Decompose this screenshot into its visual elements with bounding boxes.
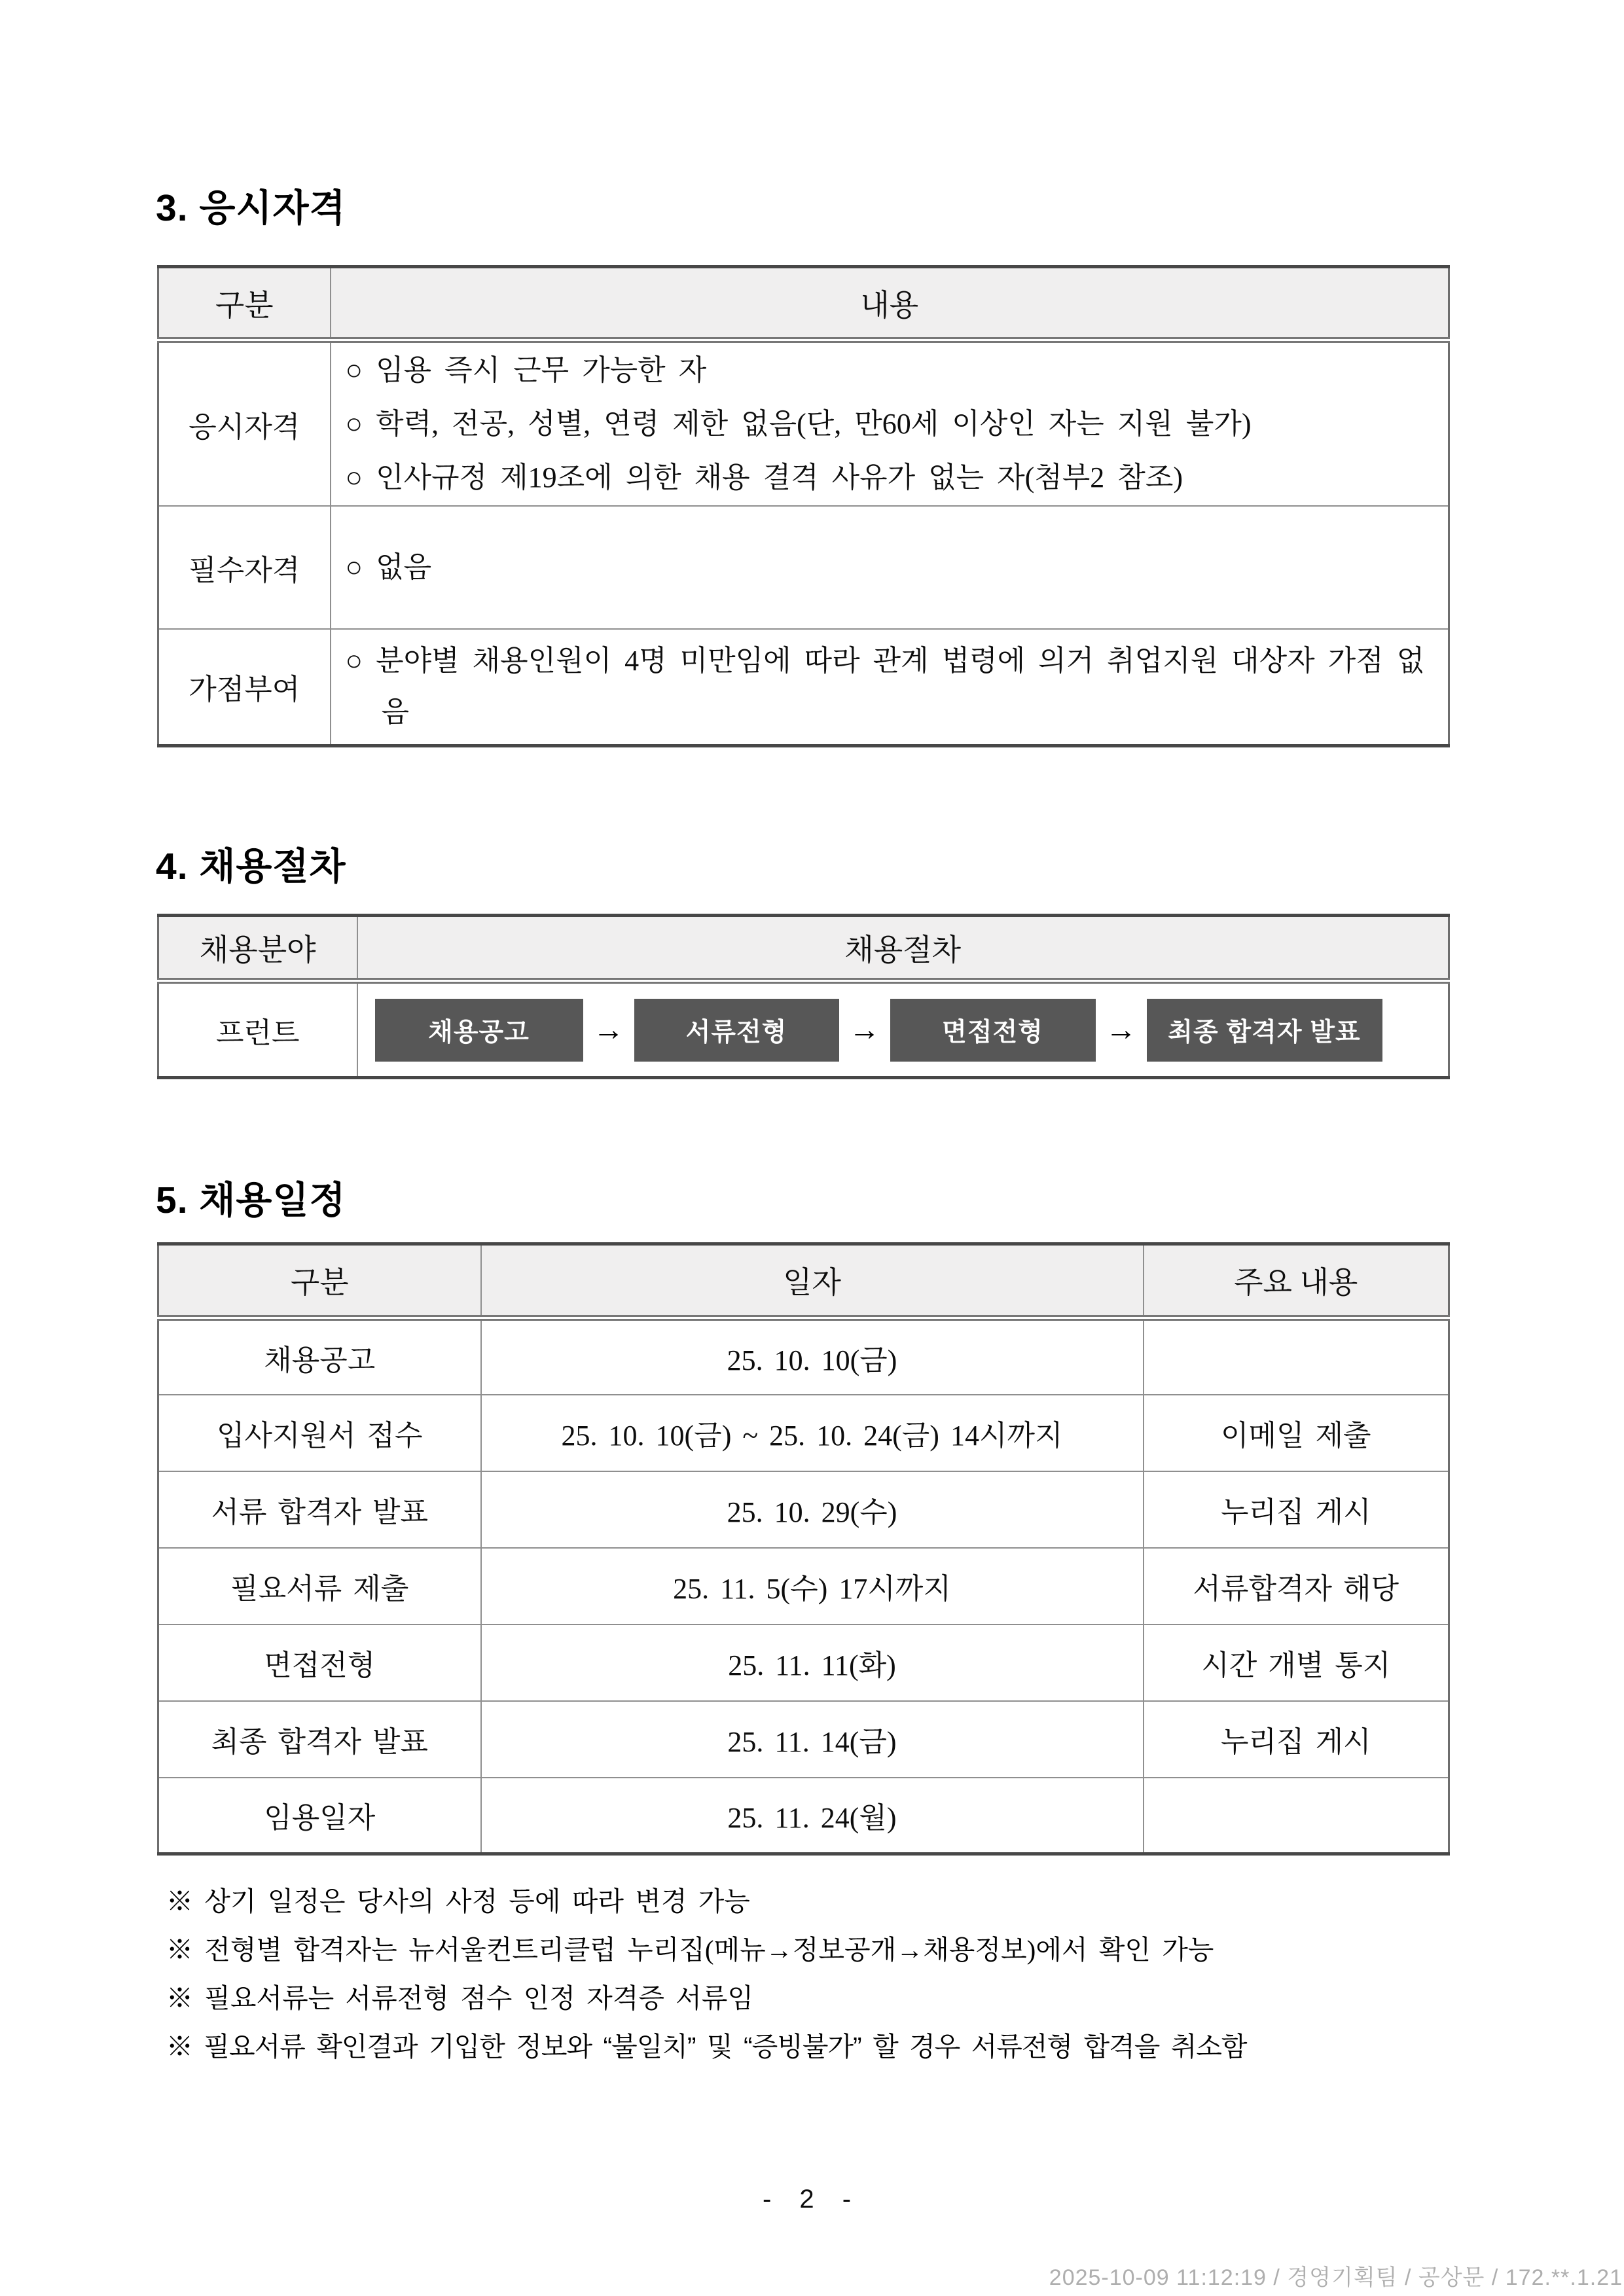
process-flow: [357, 981, 1449, 1078]
qualification-table-header-gubun: 구분: [158, 267, 331, 340]
footnote: ※ 상기 일정은 당사의 사정 등에 따라 변경 가능: [166, 1886, 750, 1916]
footnote: ※ 필요서류는 서류전형 점수 인정 자격증 서류임: [166, 1983, 754, 2013]
section3-title: 3. 응시자격: [156, 187, 346, 229]
schedule-table: [157, 1242, 1450, 1856]
table-row: [158, 1471, 1449, 1548]
process-step: 서류전형: [634, 999, 839, 1062]
bullet-item: ○ 학력, 전공, 성별, 연령 제한 없음(단, 만60세 이상인 자는 지원 불가): [345, 408, 1252, 440]
qualification-table-header-naeyong: 내용: [331, 267, 1449, 340]
page-number: - 2 -: [762, 2185, 862, 2214]
arrow-right-icon: →: [1105, 1013, 1137, 1047]
section5-title: 5. 채용일정: [156, 1179, 346, 1221]
bullet-item: ○ 인사규정 제19조에 의한 채용 결격 사유가 없는 자(첨부2 참조): [345, 461, 1183, 493]
schedule-header-detail: 주요 내용: [1144, 1244, 1449, 1318]
row-content: [331, 506, 1449, 629]
row-label: 필수자격: [158, 506, 331, 629]
table-row: [158, 1701, 1449, 1778]
table-row: [158, 1548, 1449, 1624]
schedule-step: 최종 합격자 발표: [158, 1701, 481, 1778]
row-label: 프런트: [158, 981, 357, 1078]
schedule-date: 25. 10. 10(금): [481, 1318, 1144, 1395]
schedule-detail: 시간 개별 통지: [1144, 1624, 1449, 1701]
process-step: 채용공고: [375, 999, 583, 1062]
schedule-step: 임용일자: [158, 1778, 481, 1854]
table-row: [158, 629, 1449, 745]
schedule-step: 입사지원서 접수: [158, 1395, 481, 1471]
bullet-item: ○ 임용 즉시 근무 가능한 자: [345, 354, 707, 386]
schedule-date: 25. 10. 29(수): [481, 1471, 1144, 1548]
row-label: 가점부여: [158, 629, 331, 745]
schedule-step: 채용공고: [158, 1318, 481, 1395]
schedule-header-date: 일자: [481, 1244, 1144, 1318]
schedule-detail: [1144, 1778, 1449, 1854]
schedule-detail: 누리집 게시: [1144, 1471, 1449, 1548]
arrow-right-icon: →: [592, 1013, 624, 1047]
schedule-date: 25. 11. 14(금): [481, 1701, 1144, 1778]
footnote: ※ 필요서류 확인결과 기입한 정보와 “불일치” 및 “증빙불가” 할 경우 서류전형 합격을 취소함: [166, 2032, 1247, 2062]
row-content: [331, 629, 1449, 745]
table-row: [158, 1395, 1449, 1471]
arrow-right-icon: →: [848, 1013, 880, 1047]
table-row: [158, 1624, 1449, 1701]
table-row: [158, 1318, 1449, 1395]
qualification-table: [157, 265, 1450, 747]
schedule-step: 면접전형: [158, 1624, 481, 1701]
footnotes: [166, 1877, 1528, 2071]
table-row: [158, 506, 1449, 629]
schedule-date: 25. 10. 10(금) ~ 25. 10. 24(금) 14시까지: [481, 1395, 1144, 1471]
row-label: 응시자격: [158, 340, 331, 507]
bullet-item: ○ 없음: [345, 551, 432, 583]
schedule-date: 25. 11. 5(수) 17시까지: [481, 1548, 1144, 1624]
schedule-detail: 누리집 게시: [1144, 1701, 1449, 1778]
table-row: [158, 340, 1449, 507]
process-table-header-field: 채용분야: [158, 916, 357, 981]
footnote: ※ 전형별 합격자는 뉴서울컨트리클럽 누리집(메뉴→정보공개→채용정보)에서 확인 가능: [166, 1935, 1214, 1965]
process-step: 최종 합격자 발표: [1147, 999, 1382, 1062]
section4-title: 4. 채용절차: [156, 846, 346, 888]
schedule-detail: 서류합격자 해당: [1144, 1548, 1449, 1624]
table-row: [158, 981, 1449, 1078]
row-content: [331, 340, 1449, 507]
schedule-date: 25. 11. 24(월): [481, 1778, 1144, 1854]
schedule-detail: 이메일 제출: [1144, 1395, 1449, 1471]
print-stamp: 2025-10-09 11:12:19 / 경영기획팀 / 공상문 / 172.**.1.21: [1049, 2265, 1623, 2290]
schedule-header-gubun: 구분: [158, 1244, 481, 1318]
schedule-step: 필요서류 제출: [158, 1548, 481, 1624]
process-table: [157, 914, 1450, 1079]
schedule-detail: [1144, 1318, 1449, 1395]
process-step: 면접전형: [890, 999, 1096, 1062]
schedule-step: 서류 합격자 발표: [158, 1471, 481, 1548]
table-row: [158, 1778, 1449, 1854]
process-table-header-process: 채용절차: [357, 916, 1449, 981]
schedule-date: 25. 11. 11(화): [481, 1624, 1144, 1701]
bullet-item: ○ 분야별 채용인원이 4명 미만임에 따라 관계 법령에 의거 취업지원 대상자 가점 없음: [345, 645, 1425, 728]
